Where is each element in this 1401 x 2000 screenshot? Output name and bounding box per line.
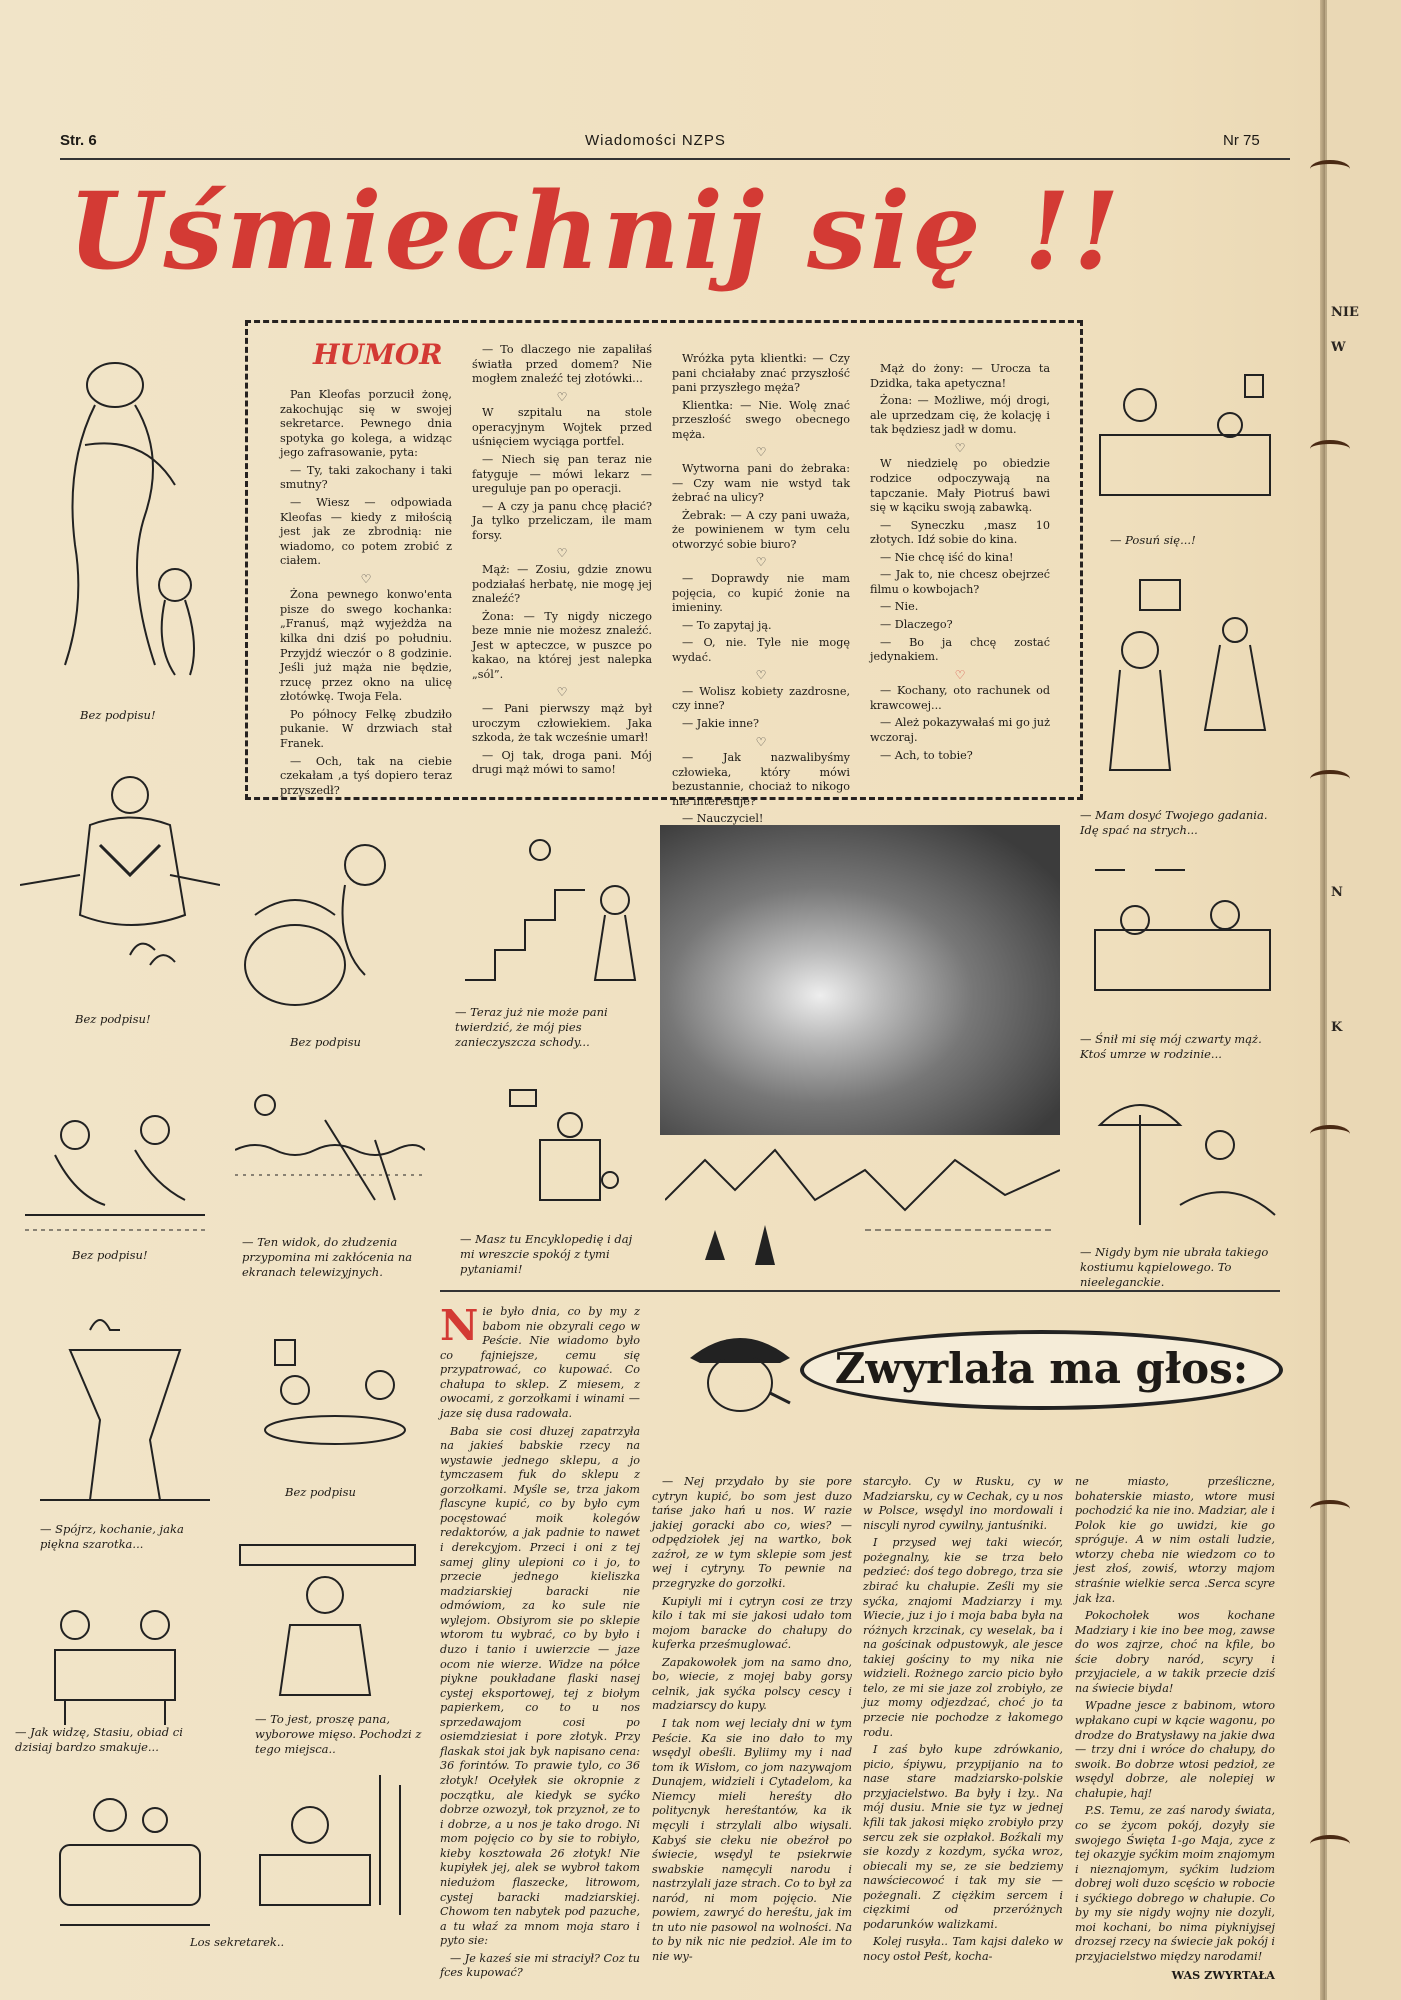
joke-paragraph: W niedzielę po obiedzie rodzice odpoczywają na tapczanie. Mały Piotruś bawi się w kąciku swoją zabawką. [870, 457, 1050, 515]
article-paragraph: Pokochołek wos kochane Madziary i kie ino bee mog, zawse do wos zajrze, choć na kfile, bo ście dobry naród, scyry i przyjaciele, a w takik przecie dziś na świecie biyda! [1075, 1609, 1275, 1695]
humor-column-4 [870, 362, 1050, 766]
binding-stitch [1310, 1500, 1350, 1518]
adjacent-page-text: K [1331, 1020, 1343, 1035]
joke-paragraph: Pan Kleofas porzucił żonę, zakochując się w swojej sekretarce. Pewnego dnia spotyka go kolega, a widząc jego zafrasowanie, pyta: [280, 388, 452, 460]
joke-paragraph: Żona pewnego konwo'enta pisze do swego kochanka: „Franuś, mąż wyjeżdża na kilka dni dziś po południu. Przyjdź wieczór o 8 godzinie. Jeśli już mąża nie będzie, rzucę przez okno na ulicę złotówkę. Twoja Fela. [280, 588, 452, 704]
header-rule [60, 158, 1290, 160]
cartoon-caption: — Teraz już nie może pani twierdzić, że mój pies zanieczyszcza schody... [455, 1005, 608, 1049]
cartoon-secretary [230, 1765, 425, 1925]
cartoon-dog-stairs [445, 830, 650, 995]
joke-paragraph: — Jak to, nie chcesz obejrzeć filmu o kowbojach? [870, 568, 1050, 596]
joke-paragraph: Wróżka pyta klientki: — Czy pani chciałaby znać przyszłość pani przyszłego męża? [672, 352, 850, 395]
article-signature: WAS ZWYRTAŁA [1171, 1967, 1275, 1982]
joke-paragraph: Mąż do żony: — Urocza ta Dzidka, taka apetyczna! [870, 362, 1050, 390]
article-column-4 [1075, 1475, 1275, 1985]
article-paragraph: I zaś było kupe zdrówkanio, picio, śpiywu, przypijanio na to nase stare madziarsko-polskie przyjacielstwo. Ba były i łzy.. Na mój dusiu. Mnie sie tyz w jednej kfili tak jakosi mięko zrobiyło przy sercu zek sie ozpłakoł. Boźkali my sie kozdy z kozdym, syćka wroz, obiecali my se, ze sie bedziemy nawściecowoć i tak my sie — pożegnali. Z ciężkim sercem i cięzkimi od przeróżnych podarunków walizkami. [863, 1743, 1063, 1931]
cartoon-caption: — Ten widok, do złudzenia przypomina mi zakłócenia na ekranach telewizyjnych. [242, 1235, 413, 1279]
cartoon-highlander-portrait [680, 1318, 800, 1418]
joke-paragraph: — Kochany, oto rachunek od krawcowej... [870, 684, 1050, 712]
joke-paragraph: Żona: — Ty nigdy niczego beze mnie nie możesz znaleźć. Jest w apteczce, w puszce po kakao, na której jest nalepka „sól”. [472, 609, 652, 681]
cartoon-caption: — To jest, proszę pana, wyborowe mięso. Pochodzi z tego miejsca.. [255, 1712, 422, 1756]
joke-paragraph: — Oj tak, droga pani. Mój drugi mąż mówi to samo! [472, 748, 652, 777]
article-paragraph: Kolej rusyła.. Tam kajsi daleko w nocy ostoł Peśt, kocha- [863, 1935, 1063, 1963]
article-paragraph: Baba sie cosi dłuzej zapatrzyła na jakieś babskie rzecy na wystawie jednego sklepu, a jo tymczasem fuk do sklepu z gorzołkami. Myśle se, trza jakom flascyne kupić, co by było cym pocęstować moik kolegów redaktorów, a jak padnie to nawet i derekcyjom. Przeci i oni z tej samej gliny ulepioni co i jo, to przecie jednego kieliszka madziarskiej baracki nie odmówiom, za ko sule nie wylejom. Obsiyrom sie po sklepie wtorom tu wybrać, co by było i duzo i tanio i uwierzcie — jaze ocom nie wierze. Widze na półce piykne poukładane flaski nasej cystej eksportowej, tej z biołym papierkem, co to u nos sprzedawajom cosi po osiemdziesiat i pore złotyk. Przy flaskak stoi jak byk napisano cena: 36 forintów. To prawie tylo, co 36 złotyk! Ocełyłek sie okropnie z początku, ale kiedyk se syćko dobrze ozwozył, tok przyznoł, ze to i dobrze, a u nos je tako drogo. Ni mom pojęcio co by sie to robiyło, kieby kosztowała 26 złotyk! Nie kupiyłek jej, alek se wybroł takom niedużom flaszecke, litrowom, cystej baracki madziarskiej. Chowom ten nabytek pod pazuche, a tu właź za mnom moja staro i pyto sie: [440, 1424, 640, 1948]
cartoon-caption: — Jak widzę, Stasiu, obiad ci dzisiaj bardzo smakuje... [15, 1725, 183, 1754]
joke-paragraph: — Syneczku ,masz 10 złotych. Idź sobie do kina. [870, 518, 1050, 547]
page-number: Str. 6 [60, 132, 97, 149]
joke-paragraph: — Pani pierwszy mąż był uroczym człowiekiem. Jaka szkoda, że tak wcześnie umarł! [472, 702, 652, 745]
cartoon-encyclopedia [450, 1080, 650, 1225]
cartoon-tv-beach [235, 1080, 425, 1230]
article-paragraph: ie było dnia, co by my z babom nie obzyrali cego w Peście. Nie wiadomo było co fajniejsze, cemu się przypatrować, co kupować. Co chałupa to sklep. Z miesem, z owocami, z gorzołkami i winami — jaze się dusa radowała. [440, 1305, 640, 1420]
cartoon-caption: Bez podpisu [285, 1485, 356, 1499]
heart-icon: ♡ [755, 734, 767, 749]
joke-paragraph: Żona: — Możliwe, mój drogi, ale uprzedzam cię, że kolację i tak będziesz jadł w domu. [870, 394, 1050, 437]
cartoon-couple-arguing [1080, 570, 1280, 785]
article-column-3 [863, 1475, 1063, 1968]
cartoon-snowman-figure [20, 755, 220, 1005]
page-title: Uśmiechnij się !! [68, 168, 1123, 293]
joke-paragraph: — Dlaczego? [880, 618, 953, 632]
cartoon-beach-umbrella [1080, 1075, 1280, 1235]
article-heading: Zwyrlała ma głos: [800, 1330, 1283, 1410]
article-paragraph: ne miasto, prześliczne, bohaterskie miasto, wtore musi pochodzić ka nie ino. Madziar, ale i Polok kie go uwidzi, kie go spróguje. A w nim ostali ludzie, wtorzy cheba nie wiedzom co to jest złoś, zowiś, wtorzy majom straśnie wielkie serca .Serca scyre jak łza. [1075, 1475, 1275, 1605]
cartoon-caption: Bez podpisu! [72, 1248, 148, 1262]
joke-paragraph: — Doprawdy nie mam pojęcia, co kupić żonie na imieniny. [672, 571, 850, 615]
joke-paragraph: — Ależ pokazywałaś mi go już wczoraj. [870, 716, 1050, 744]
cartoon-caption: — Nigdy bym nie ubrała takiego kostiumu kąpielowego. To nieeleganckie. [1080, 1245, 1269, 1289]
article-dropcap: N [440, 1301, 479, 1350]
joke-paragraph: — To dlaczego nie zapaliłaś światła przed domem? Nie mogłem znaleźć tej złotówki... [472, 343, 652, 386]
article-paragraph: — Je kaześ sie mi straciył? Coz tu fces kupować? [440, 1951, 640, 1980]
heart-icon: ♡ [755, 668, 767, 683]
joke-paragraph: — Och, tak na ciebie czekałam ,a tyś dopiero teraz przyszedł? [280, 754, 452, 797]
binding-stitch [1310, 160, 1350, 178]
heart-icon: ♡ [556, 389, 568, 404]
cartoon-ape-and-caveman [25, 345, 225, 695]
binding-stitch [1310, 770, 1350, 788]
binding-stitch [1310, 440, 1350, 458]
joke-paragraph: — Ach, to tobie? [880, 748, 973, 762]
heart-icon: ♡ [360, 571, 372, 586]
heart-icon: ♡ [755, 555, 767, 570]
article-paragraph: Kupiyli mi i cytryn cosi ze trzy kilo i tak mi sie jakosi udało tom mojom baracke do chałupy do kuferka prześmuglować. [652, 1594, 852, 1652]
joke-paragraph: Żebrak: — A czy pani uważa, że powinienem w tym celu otworzyć sobie biuro? [672, 508, 850, 551]
joke-paragraph: — O, nie. Tyle nie mogę wydać. [672, 636, 850, 664]
cartoon-butcher [230, 1535, 425, 1700]
joke-paragraph: Po północy Felkę zbudziło pukanie. W drzwiach stał Franek. [280, 707, 452, 750]
binding-stitch [1310, 1125, 1350, 1143]
cartoon-caption: — Mam dosyć Twojego gadania. Idę spać na strych... [1080, 808, 1268, 837]
joke-paragraph: — A czy ja panu chcę płacić? Ja tylko przeliczam, ile mam forsy. [472, 499, 652, 542]
newspaper-name: Wiadomości NZPS [585, 132, 726, 149]
cartoon-caption: — Śnił mi się mój czwarty mąż. Ktoś umrze w rodzinie... [1080, 1032, 1262, 1061]
heart-icon: ♡ [556, 546, 568, 561]
joke-paragraph: — Bo ja chcę zostać jedynakiem. [870, 635, 1050, 664]
article-paragraph: Wpadne jesce z babinom, wtoro wpłakano cupi w kącie wagonu, po drodze do Bratysławy na jakie dwa — trzy dni i wróce do chałupy, do swoik. Bo dobrze wtosi pedzioł, ze wsędyl dobrze, ale nolepiej w chałupie, haj! [1075, 1699, 1275, 1800]
joke-paragraph: Wytworna pani do żebraka: — Czy wam nie wstyd tak żebrać na ulicy? [672, 461, 850, 505]
cartoon-mountain-landscape [665, 1140, 1060, 1275]
adjacent-page-text: N [1331, 885, 1343, 900]
article-paragraph: I przysed wej taki wiecór, pożegnalny, kie se trza beło pedzieć: doś tego dobrego, trza sie zbirać ku chałupie. Ześli my sie syćka, znajomi Madziarzy i my. Wiecie, juz i jo i moja baba była na różnych krzcinak, cy weselak, ba i na gościnak odpustowyk, ale jesce takiej gościny to my nika nie widzieli. Rożnego zarcio picio było telo, ze mi sie jaze zol zrobiyło, ze juz momy odjezdzać, choć jo ta przecie nie pochodze z łakomego rodu. [863, 1536, 1063, 1739]
cartoon-bed-dream [1085, 860, 1280, 1020]
cartoon-caption: — Spójrz, kochanie, jaka piękna szarotka... [40, 1522, 184, 1551]
article-top-rule [440, 1290, 1280, 1292]
article-paragraph: starcyło. Cy w Rusku, cy w Madziarsku, cy w Cechak, cy u nos w Polsce, wsędyl ino mordowali i niscyli nyrod cywilny, jantuśniki. [863, 1475, 1063, 1532]
joke-paragraph: Klientka: — Nie. Wolę znać przeszłość swego obecnego męża. [672, 398, 850, 441]
binding-stitch [1310, 1835, 1350, 1853]
joke-paragraph: — To zapytaj ją. [682, 618, 772, 632]
joke-paragraph: — Wiesz — odpowiada Kleofas — kiedy z miłością jest jak ze zbrodnią: nie wiadomo, co potem zrobić z ciałem. [280, 495, 452, 568]
heart-icon: ♡ [954, 667, 966, 682]
heart-icon: ♡ [556, 685, 568, 700]
heart-icon: ♡ [954, 440, 966, 455]
joke-paragraph: — Jakie inne? [682, 717, 760, 731]
joke-paragraph: — Jak nazwalibyśmy człowieka, który mówi bezustannie, chociaż to nikogo nie interesuje? [672, 751, 850, 808]
cartoon-caption: Bez podpisu! [75, 1012, 151, 1026]
adjacent-page-text: NIE [1331, 305, 1359, 320]
cartoon-caption: — Masz tu Encyklopedię i daj mi wreszcie spokój z tymi pytaniami! [460, 1232, 633, 1276]
adjacent-page-edge [1325, 0, 1401, 2000]
joke-paragraph: — Nauczyciel! [682, 812, 764, 826]
adjacent-page-text: W [1331, 340, 1346, 355]
humor-column-3 [672, 352, 850, 830]
cartoon-angel-pig [225, 825, 425, 1030]
humor-column-2 [472, 343, 652, 781]
article-column-2 [652, 1475, 852, 1968]
cartoon-caption: Bez podpisu [290, 1035, 361, 1049]
humor-column-1 [280, 388, 452, 801]
cartoon-beach-scene [15, 1085, 215, 1240]
joke-paragraph: — Nie. [880, 600, 919, 614]
article-paragraph: I tak nom wej leciały dni w tym Peście. Ka sie ino dało to my wsędyl obeśli. Byliimy my i nad tom ik Wisłom, co jom nazywajom Dunajem, widzieli i Cytadelom, ka Niemcy mieli hereśty dło politycnyk hereśtantów, ka ik męcyli i strzylali albo wiysali. Kabyś sie cłeku nie obeźroł po świecie, wsędyl te psiekrwie swabskie namęcyli narodu i nastrzylali jaze strach. Co to był za naród, ni mom pojęcio. Nie powiem, zawryć do hereśtu, jak im tn uto nie pasowol na wolności. Na to by nik nic nie pedzioł. Ale im to nie wy- [652, 1717, 852, 1963]
cartoon-caption: Los sekretarek.. [190, 1935, 285, 1949]
joke-paragraph: — Wolisz kobiety zazdrosne, czy inne? [672, 684, 850, 713]
photo-cat-and-hedgehog [660, 825, 1060, 1135]
joke-paragraph: Mąż: — Zosiu, gdzie znowu podziałaś herbatę, nie mogę jej znaleźć? [472, 562, 652, 606]
article-paragraph: P.S. Temu, ze zaś narody świata, co se życom pokój, dozyły sie swojego Święta 1-go Maja, zyce z tej okazyje syćkim moim znajomym i nieznajomym, syćkim ludziom dobrej woli duzo scęścio w robocie i syćkiego dobrego w chałupie. Co by my sie nigdy wojny nie dozyli, moi kochani, bo nima piykniyjsej drozsej rzecy na świecie jak pokój i przyjacielstwo między narodami! [1075, 1804, 1275, 1963]
cartoon-caption: — Posuń się...! [1110, 533, 1196, 547]
joke-paragraph: — Nie chcę iść do kina! [880, 550, 1014, 564]
article-paragraph: — Nej przydało by sie pore cytryn kupić, bo som jest duzo tańse jako hań u nos. W razie jakiej goracki abo co, wies? — odpędziołek jej na wartko, bok zaźroł, ze w tym sklepie som jest wej i cytryny. To pewnie na przegryzke do gorzołki. [652, 1475, 852, 1590]
joke-paragraph: — Ty, taki zakochany i taki smutny? [280, 463, 452, 492]
cartoon-bed-couple [1080, 365, 1280, 520]
humor-heading: HUMOR [313, 338, 443, 371]
article-column-1 [440, 1301, 640, 1984]
issue-number: Nr 75 [1223, 132, 1260, 149]
joke-paragraph: W szpitalu na stole operacyjnym Wojtek przed uśnięciem wyciąga portfel. [472, 406, 652, 449]
cartoon-climber-on-cliff [30, 1290, 220, 1510]
cartoon-family-sofa [40, 1765, 220, 1935]
heart-icon: ♡ [755, 445, 767, 460]
cartoon-table-dinner [235, 1320, 430, 1480]
cartoon-caption: Bez podpisu! [80, 708, 156, 722]
joke-paragraph: — Niech się pan teraz nie fatyguje — mówi lekarz — ureguluje pan po operacji. [472, 452, 652, 496]
cartoon-dinner-couple [15, 1580, 215, 1730]
article-paragraph: Zapakowołek jom na samo dno, bo, wiecie, z mojej baby gorsy celnik, jak syćka polscy cescy i madziarscy do kupy. [652, 1655, 852, 1713]
